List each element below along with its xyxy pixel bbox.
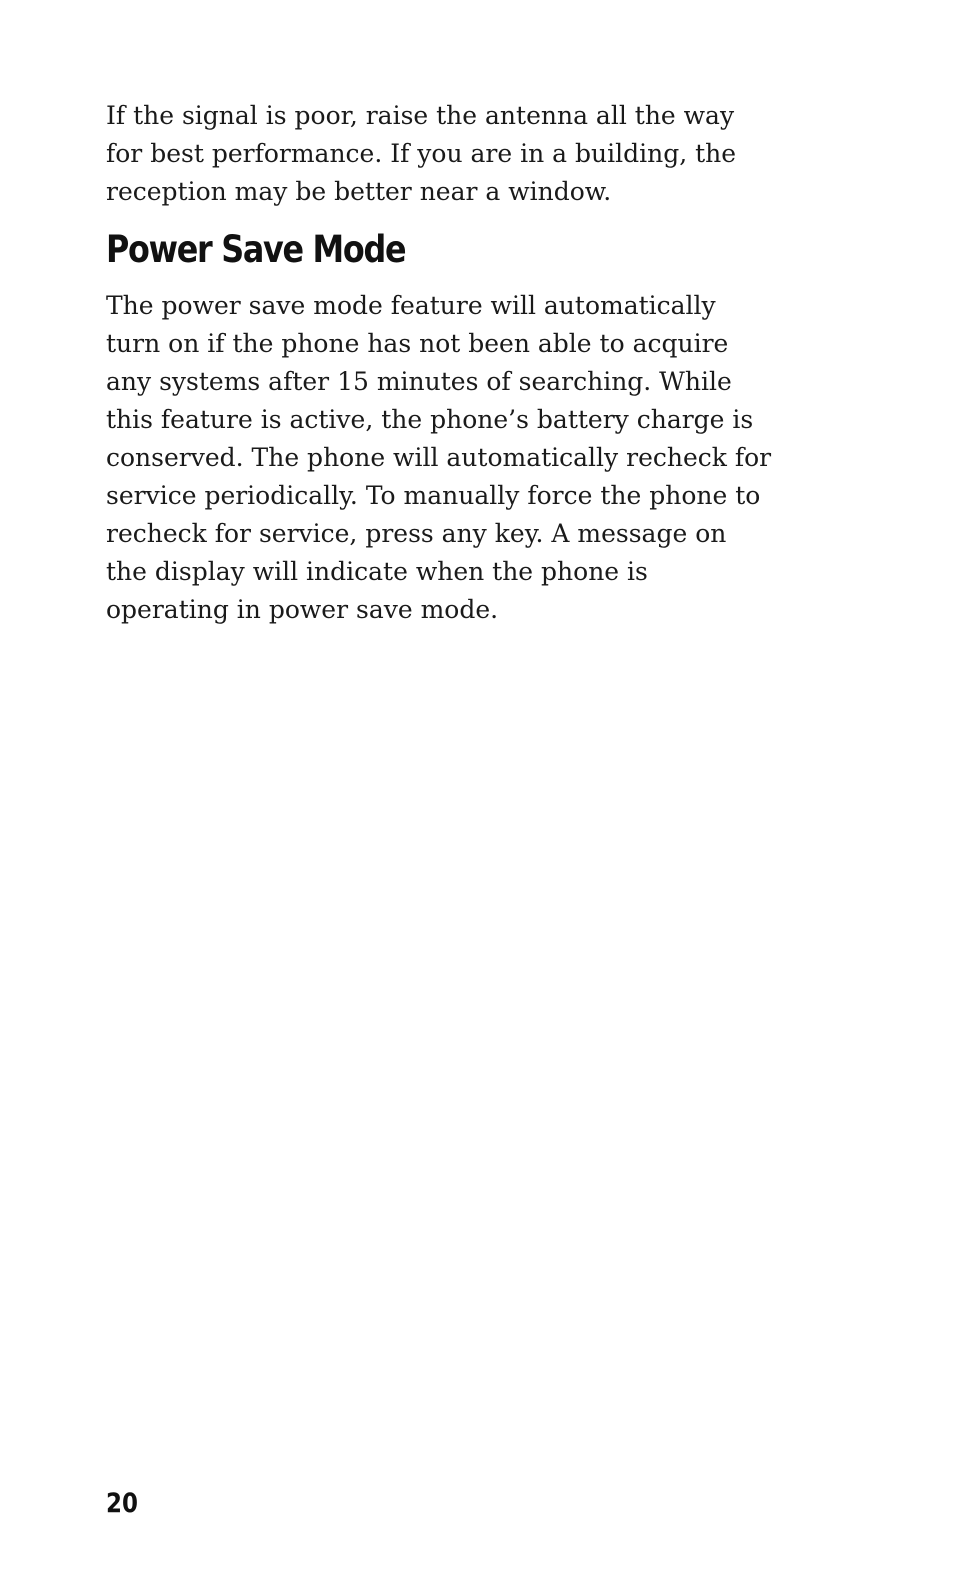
intro-line: If the signal is poor, raise the antenna all the way — [106, 101, 735, 130]
section-line: the display will indicate when the phone is — [106, 557, 648, 586]
intro-line: for best performance. If you are in a building, the — [106, 139, 737, 168]
intro-paragraph — [106, 97, 836, 211]
section-paragraph — [106, 287, 836, 629]
page-content — [106, 97, 836, 629]
section-heading: Power Save Mode — [106, 228, 406, 271]
page-number: 20 — [106, 1488, 138, 1519]
intro-line: reception may be better near a window. — [106, 177, 612, 206]
section-line: any systems after 15 minutes of searching. While — [106, 367, 732, 396]
section-line: recheck for service, press any key. A message on — [106, 519, 727, 548]
section-line: turn on if the phone has not been able to acquire — [106, 329, 729, 358]
section-line: operating in power save mode. — [106, 595, 499, 624]
section-line: this feature is active, the phone’s battery charge is — [106, 405, 754, 434]
section-line: service periodically. To manually force the phone to — [106, 481, 761, 510]
section-line: The power save mode feature will automatically — [106, 291, 716, 320]
section-line: conserved. The phone will automatically recheck for — [106, 443, 772, 472]
